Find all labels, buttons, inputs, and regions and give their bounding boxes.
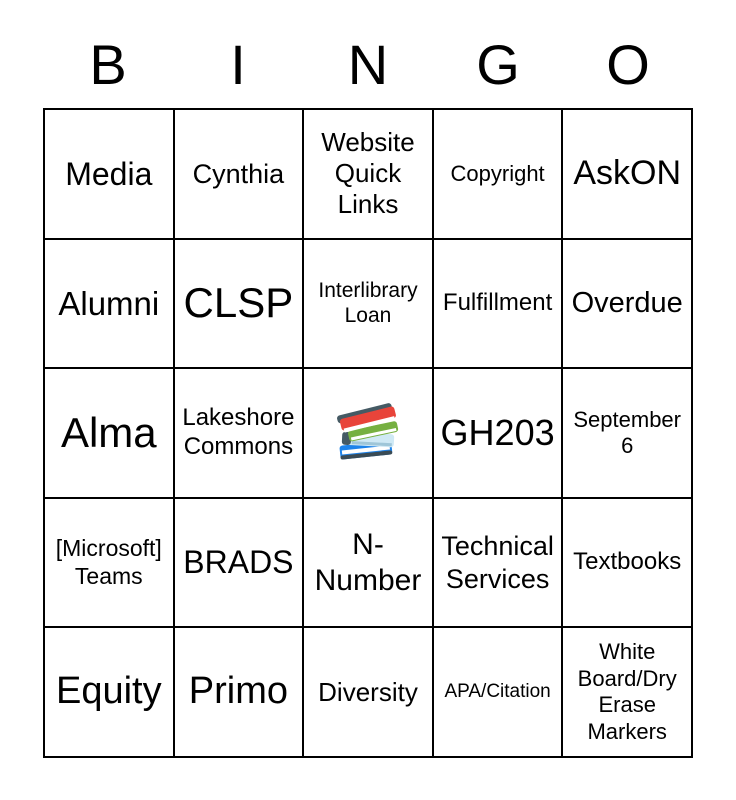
bingo-cell-r4c2[interactable]: Diversity	[304, 628, 434, 758]
bingo-cell-r1c1[interactable]: CLSP	[175, 240, 305, 370]
bingo-cell-r0c1[interactable]: Cynthia	[175, 110, 305, 240]
bingo-cell-r3c3[interactable]: Technical Services	[434, 499, 564, 629]
bingo-cell-r3c4[interactable]: Textbooks	[563, 499, 693, 629]
bingo-cell-r3c1[interactable]: BRADS	[175, 499, 305, 629]
bingo-cell-free-space[interactable]	[304, 369, 434, 499]
bingo-cell-r1c4[interactable]: Overdue	[563, 240, 693, 370]
bingo-cell-r1c3[interactable]: Fulfillment	[434, 240, 564, 370]
bingo-letter-i: I	[230, 33, 246, 96]
bingo-title	[43, 33, 693, 96]
books-icon	[336, 401, 400, 465]
bingo-cell-r2c0[interactable]: Alma	[45, 369, 175, 499]
bingo-cell-r4c0[interactable]: Equity	[45, 628, 175, 758]
bingo-letter-b: B	[89, 33, 127, 96]
bingo-letter-n: N	[347, 33, 389, 96]
bingo-cell-r1c0[interactable]: Alumni	[45, 240, 175, 370]
bingo-cell-r4c1[interactable]: Primo	[175, 628, 305, 758]
bingo-cell-r2c4[interactable]: September 6	[563, 369, 693, 499]
bingo-grid	[43, 108, 693, 758]
bingo-cell-r0c0[interactable]: Media	[45, 110, 175, 240]
bingo-cell-r0c3[interactable]: Copyright	[434, 110, 564, 240]
bingo-cell-r4c3[interactable]: APA/Citation	[434, 628, 564, 758]
bingo-cell-r3c2[interactable]: N-Number	[304, 499, 434, 629]
bingo-cell-r2c3[interactable]: GH203	[434, 369, 564, 499]
bingo-letter-o: O	[606, 33, 650, 96]
bingo-cell-r0c2[interactable]: Website Quick Links	[304, 110, 434, 240]
bingo-cell-r3c0[interactable]: [Microsoft] Teams	[45, 499, 175, 629]
bingo-cell-r2c1[interactable]: Lakeshore Commons	[175, 369, 305, 499]
bingo-cell-r0c4[interactable]: AskON	[563, 110, 693, 240]
bingo-cell-r1c2[interactable]: Interlibrary Loan	[304, 240, 434, 370]
bingo-cell-r4c4[interactable]: White Board/Dry Erase Markers	[563, 628, 693, 758]
bingo-letter-g: G	[476, 33, 520, 96]
